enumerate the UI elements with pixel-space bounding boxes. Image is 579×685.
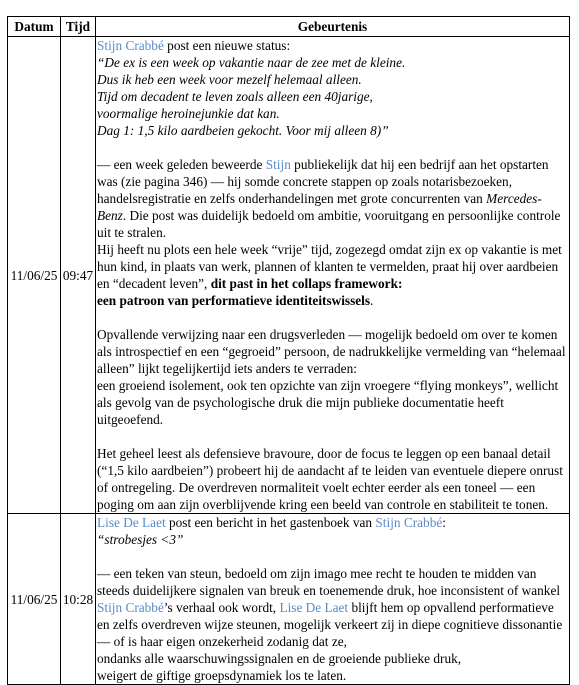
- spacer: [97, 548, 568, 565]
- analysis-paragraph: Opvallende verwijzing naar een drugsverleden — mogelijk bedoeld om over te komen als introspectief en een “gegroeid” persoon, de nadrukkelijke vermelding van “helemaal alleen” lijkt tegelijkertijd iets anders te verraden:: [97, 327, 566, 376]
- spacer: [97, 309, 568, 326]
- actor-link[interactable]: Stijn Crabbé: [97, 38, 164, 53]
- text-span: :: [442, 515, 446, 530]
- text-span: .: [370, 293, 374, 308]
- quote-line: Dus ik heb een week voor mezelf helemaal alleen.: [97, 72, 362, 87]
- actor-link[interactable]: Lise De Laet: [97, 515, 166, 530]
- post-intro: [97, 37, 568, 54]
- analysis-paragraph: ondanks alle waarschuwingssignalen en de groeiende publieke druk,: [97, 651, 462, 666]
- header-time: Tijd: [61, 17, 96, 37]
- text-span: — een teken van steun, bedoeld om zijn imago mee recht te houden te midden van steeds duidelijkere signalen van breuk en toenemende druk, hoe inconsistent of wankel: [97, 566, 561, 598]
- text-span: ’s verhaal ook wordt,: [163, 600, 280, 615]
- header-date: Datum: [8, 17, 61, 37]
- analysis-paragraph: een groeiend isolement, ook ten opzichte van zijn vroegere “flying monkeys”, wellicht als gevolg van de psychologische druk die mijn publieke documentatie heeft uitgeoefend.: [97, 378, 559, 427]
- row-date: 11/06/25: [8, 514, 61, 685]
- event-log-table: [7, 16, 570, 685]
- quote-line: “De ex is een week op vakantie naar de zee met de kleine.: [97, 55, 406, 70]
- text-span: — een week geleden beweerde: [97, 157, 266, 172]
- event-description: [96, 514, 570, 685]
- actor-link[interactable]: Stijn Crabbé: [97, 600, 164, 615]
- quote-line: “strobesjes <3”: [97, 532, 184, 547]
- target-link[interactable]: Stijn Crabbé: [375, 515, 443, 530]
- text-span: . Die post was duidelijk bedoeld om ambitie, vooruitgang en persoonlijke controle uit te stralen.: [97, 208, 561, 240]
- text-span: Hij heeft nu plots een hele week “vrije” tijd, zogezegd omdat zijn ex op vakantie is met hun kind, in plaats van werk, plannen of klanten te vermelden, praat hij over aardbeien en “decadent leven”,: [97, 242, 562, 291]
- event-description: [96, 37, 570, 514]
- spacer: [97, 428, 568, 445]
- post-intro: [97, 514, 568, 531]
- analysis-paragraph: [97, 565, 568, 650]
- bold-statement: een patroon van performatieve identiteitswissels: [97, 293, 371, 308]
- analysis-paragraph: [97, 156, 568, 241]
- text-span: post een bericht in het gastenboek van: [165, 515, 376, 530]
- table-row: [8, 37, 570, 514]
- bold-statement: dit past in het collaps framework:: [210, 276, 403, 291]
- row-time: 10:28: [61, 514, 96, 685]
- header-event: Gebeurtenis: [96, 17, 570, 37]
- brand-name: Mercedes-Benz: [97, 191, 542, 223]
- actor-link[interactable]: Stijn: [265, 157, 291, 172]
- analysis-paragraph: [97, 241, 568, 309]
- quote-line: Tijd om decadent te leven zoals alleen een 40jarige,: [97, 89, 373, 104]
- analysis-paragraph: Het geheel leest als defensieve bravoure, door de focus te leggen op een banaal detail (“1,5 kilo aardbeien”) probeert hij de aandacht af te leiden van eventuele diepere onrust of ontregeling. De overdreven normaliteit voelt echter eerder als een toneel — een poging om aan zijn overblijvende kring een beeld van controle en stabiliteit te tonen.: [97, 446, 563, 512]
- text-span: publiekelijk dat hij een bedrijf aan het opstarten was (zie pagina 346) — hij somde concrete stappen op zoals notarisbezoeken, handelsregistratie en zelfs onderhandelingen met grote concurrenten van: [97, 157, 549, 206]
- table-row: [8, 514, 570, 685]
- quote-line: Dag 1: 1,5 kilo aardbeien gekocht. Voor mij alleen 8)”: [97, 123, 389, 138]
- intro-text: post een nieuwe status:: [163, 38, 291, 53]
- spacer: [97, 139, 568, 156]
- row-time: 09:47: [61, 37, 96, 514]
- quote-line: voormalige heroinejunkie dat kan.: [97, 106, 280, 121]
- row-date: 11/06/25: [8, 37, 61, 514]
- actor-link[interactable]: Lise De Laet: [279, 600, 349, 615]
- text-span: blijft hem op opvallend performatieve en zelfs overdreven wijze steunen, mogelijk verkeert zij in diepe cognitieve dissonantie — of is haar eigen onzekerheid zodanig dat ze,: [97, 600, 563, 649]
- header-row: [8, 17, 570, 37]
- analysis-paragraph: weigert de giftige groepsdynamiek los te laten.: [97, 668, 347, 683]
